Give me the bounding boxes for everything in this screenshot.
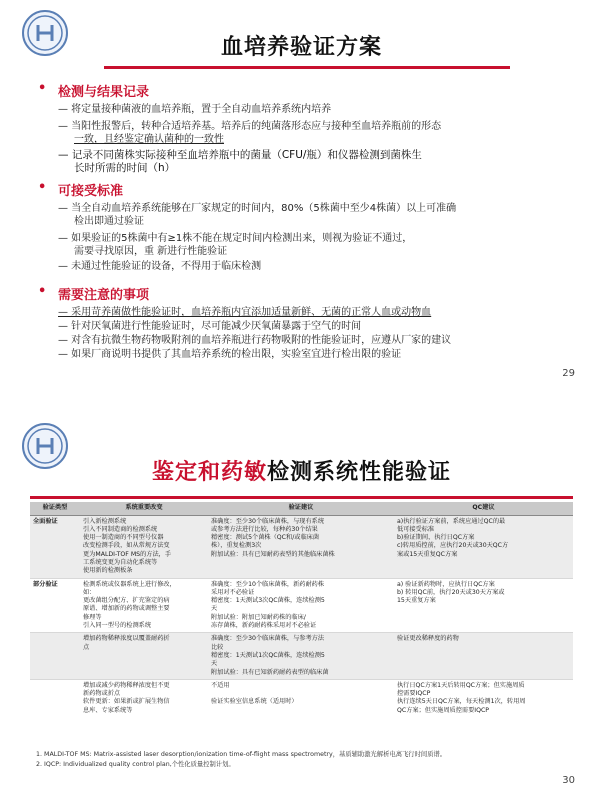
table-cell: 准确度：至少30个临床菌株，与现有系统 或参考方法进行比较，每种药30个结果 精密度：测试5个菌株（QC和/或临床菌 株），重复检测3次 附加试验：具有已知耐药表型的其他临床菌株 [208, 515, 394, 578]
slide-30 [0, 405, 603, 807]
page-title: 血培养验证方案 [220, 35, 382, 60]
section-heading-text: 检测与结果记录 [58, 85, 150, 100]
title-underline [104, 66, 510, 69]
text-line: — 当阳性报警后，转种合适培养基。培养后的纯菌落形态应与接种至血培养瓶前的形态 [58, 121, 442, 132]
title-red-part: 鉴定和药敏 [151, 460, 267, 485]
table-row [30, 515, 573, 578]
slide-29 [0, 0, 603, 395]
table-cell: a) 验证新药物时，应执行日QC方案 b) 转用QC前，执行20天或30天方案或 15天重复方案 [394, 578, 573, 633]
footnote: 2. IQCP: Individualized quality control plan,个性化质量控制计划。 [36, 761, 235, 768]
table-cell [30, 679, 80, 717]
text-line: — 针对厌氧菌进行性能验证时，尽可能减少厌氧菌暴露于空气的时间 [58, 321, 362, 332]
table-cell: 准确度：至少10个临床菌株，新药耐药株 采用对不必验证 精密度：1天测试3次QC菌株，连续检测5 天 附加试验：附加已知耐药株的临床/ 冻存菌株，新药耐药株采用对不必验证 [208, 578, 394, 633]
table-header-cell: 系统重要改变 [80, 502, 208, 515]
table-cell: 执行日QC方案1天后转用QC方案；但实施周质 控需要IQCP 执行连续5天日QC方案，每天检测1次，转用周 QC方案；但实施周质控需要IQCP [394, 679, 573, 717]
table-cell: 检测系统或仪器系统上进行修改， 如： 更改菌组分配方、扩充鉴定的病 原谱、增加新的药物或调整主要 修理等 引入同一型号的检测系统 [80, 578, 208, 633]
validation-table [30, 502, 573, 717]
page-number: 29 [562, 368, 575, 379]
text-line: — 对含有抗微生物药物吸附剂的血培养瓶进行药物吸附的性能验证时，应遵从厂家的建议 [58, 335, 452, 346]
page-number: 30 [562, 775, 575, 786]
table-cell: 验证更改稀释度的药物 [394, 633, 573, 679]
text-line: 一致，且经鉴定确认菌种的一致性 [74, 134, 224, 145]
title-underline [30, 496, 573, 499]
table-cell: 不适用 验证实验室信息系统（适用时） [208, 679, 394, 717]
section-heading [38, 284, 150, 303]
section-heading [38, 180, 124, 199]
text-line: — 如果验证的5株菌中有≥1株不能在规定时间内检测出来，则视为验证不通过， [58, 233, 413, 244]
table-cell: 准确度：至少30个临床菌株，与参考方法 比较 精密度：1天测试1次QC菌株，连续检测5 天 附加试验：具有已知新药耐药表型的临床菌 [208, 633, 394, 679]
bullet-icon: • [38, 180, 47, 195]
section-heading-text: 可接受标准 [58, 184, 124, 199]
text-line: — 如果厂商说明书提供了其血培养系统的检出限，实验室宜进行检出限的验证 [58, 349, 402, 360]
text-line: — 记录不同菌株实际接种至血培养瓶中的菌量（CFU/瓶）和仪器检测到菌株生 [58, 149, 422, 161]
section-heading-text: 需要注意的事项 [58, 288, 150, 303]
table-row [30, 633, 573, 679]
title-black-part: 检测系统性能验证 [267, 460, 452, 485]
table-cell [30, 633, 80, 679]
table-cell: 部分验证 [30, 578, 80, 633]
bullet-icon: • [38, 284, 47, 299]
table-cell: 全面验证 [30, 515, 80, 578]
table-cell: 引入新检测系统 引入不同制造商的检测系统 使用一制造商的不同型号仪器 改变检测手段，如从常规方法变 更为MALDI-TOF MS的方法，手 工系统变更为自动化系统等 使用新的检测板条 [80, 515, 208, 578]
table-cell: a)执行验证方案前，系统应通过QC的最 低可接受标准 b)验证期间，执行日QC方案 c)转用质控前，应执行20天或30天QC方 案或15天重复QC方案 [394, 515, 573, 578]
table-cell: 增加或减少药物稀释浓度但不更 新药物或折点 软件更新：如果新或扩展生物信 息库、专家系统等 [80, 679, 208, 717]
table-header-cell: 验证建议 [208, 502, 394, 515]
table-header-cell: QC建议 [394, 502, 573, 515]
text-line: — 未通过性能验证的设备，不得用于临床检测 [58, 261, 262, 272]
table-header-row [30, 502, 573, 515]
table-row [30, 578, 573, 633]
text-line: — 采用苛养菌做性能验证时，血培养瓶内宜添加适量新鲜、无菌的正常人血或动物血 [58, 307, 432, 318]
footnote: 1. MALDI-TOF MS: Matrix-assisted laser desorption/ionization time-of-flight mass spectrometry，基质辅助激光解析电离飞行时间质谱。 [36, 751, 447, 758]
bullet-icon: • [38, 81, 47, 96]
table-header-cell: 验证类型 [30, 502, 80, 515]
section-heading [38, 81, 150, 100]
text-line: 检出即通过验证 [74, 216, 144, 227]
page-title [0, 455, 603, 486]
table-cell: 增加药物稀释浓度以覆盖耐药折 点 [80, 633, 208, 679]
text-line: 长时所需的时间（h） [74, 162, 176, 174]
text-line: — 将定量接种菌液的血培养瓶，置于全自动血培养系统内培养 [58, 104, 332, 115]
text-line: 需要寻找原因，重 新进行性能验证 [74, 246, 228, 257]
table-row [30, 679, 573, 717]
text-line: — 当全自动血培养系统能够在厂家规定的时间内，80%（5株菌中至少4株菌）以上可准确 [58, 203, 457, 214]
